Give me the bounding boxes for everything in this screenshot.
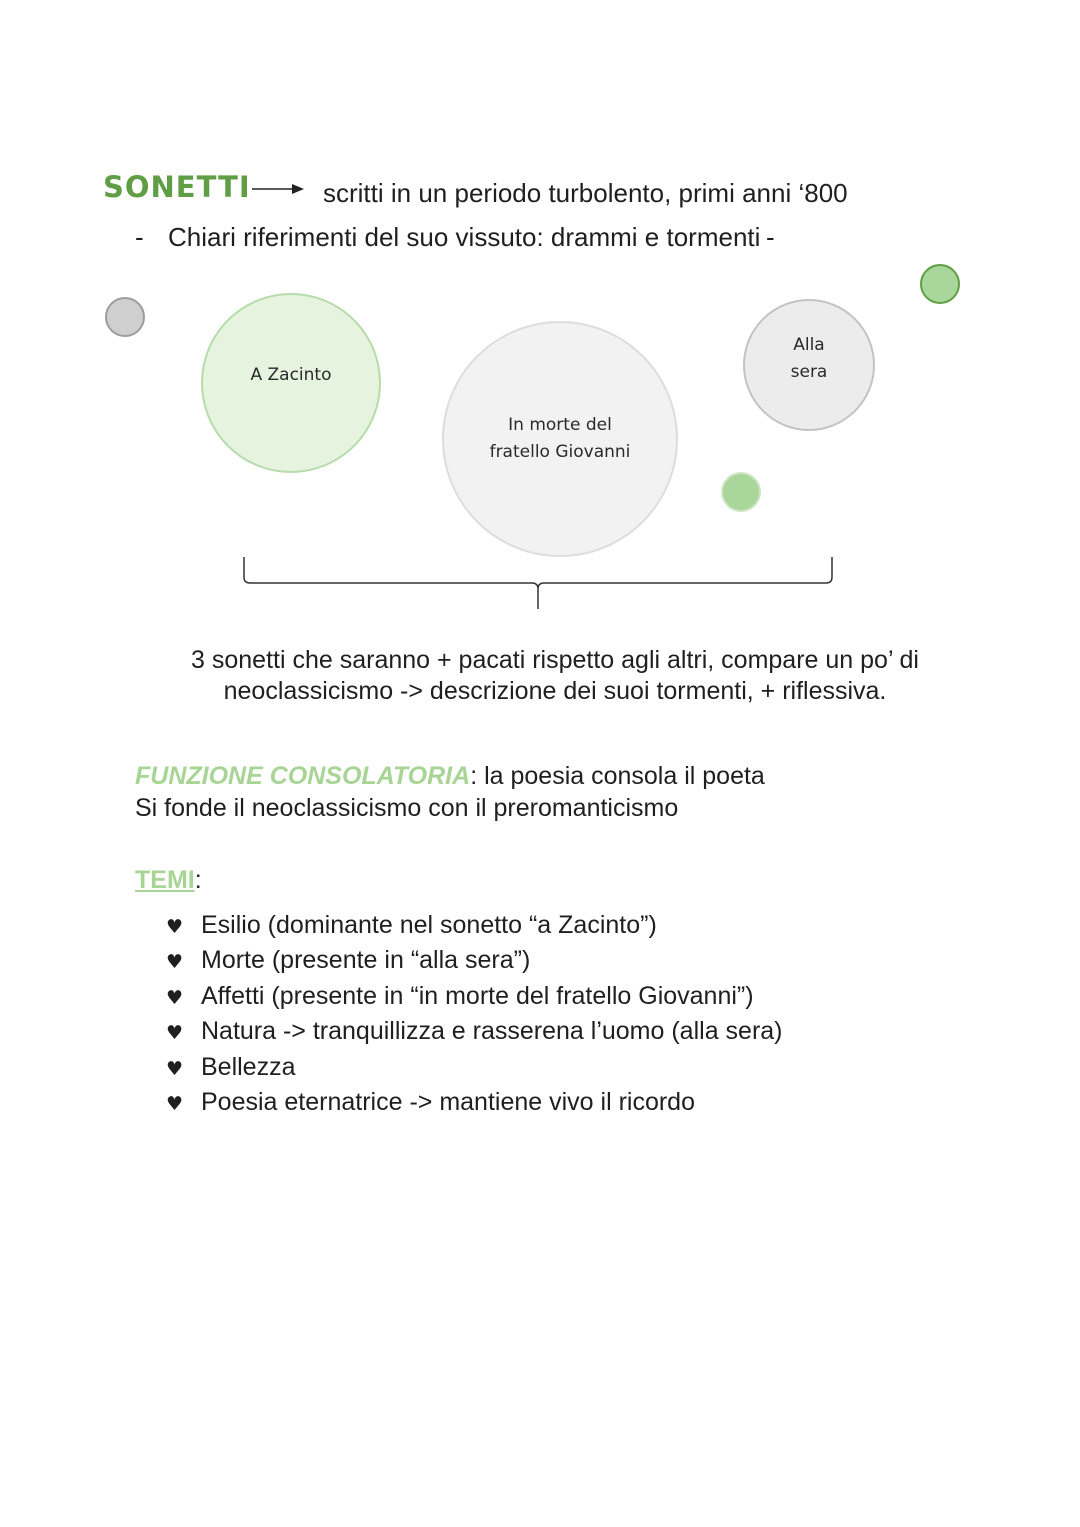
sonnets-summary xyxy=(140,645,970,707)
theme-text: Natura -> tranquillizza e rasserena l’uomo (alla sera) xyxy=(201,1017,783,1046)
sonnet-bubble-a-zacinto xyxy=(201,293,381,473)
theme-text: Affetti (presente in “in morte del fratello Giovanni”) xyxy=(201,981,754,1010)
heart-icon: ♥ xyxy=(166,1022,184,1045)
list-item xyxy=(166,1015,783,1050)
summary-line: 3 sonetti che saranno + pacati rispetto agli altri, compare un po’ di xyxy=(191,646,919,674)
summary-line: neoclassicismo -> descrizione dei suoi tormenti, + riflessiva. xyxy=(223,677,887,705)
themes-list xyxy=(166,909,783,1121)
sonnet-bubble-in-morte xyxy=(442,321,678,557)
theme-text: Esilio (dominante nel sonetto “a Zacinto”) xyxy=(201,911,657,939)
funzione-label: FUNZIONE CONSOLATORIA xyxy=(135,762,471,790)
sonnet-title: In morte del fratello Giovanni xyxy=(489,415,631,462)
intro-text: scritti in un periodo turbolento, primi anni ‘800 xyxy=(323,178,848,208)
decorative-gray-dot xyxy=(105,297,145,337)
curly-brace xyxy=(238,553,838,613)
right-arrow-icon xyxy=(252,181,306,197)
decorative-green-dot xyxy=(920,264,960,304)
theme-text: Poesia eternatrice -> mantiene vivo il ricordo xyxy=(201,1088,695,1117)
theme-text: Bellezza xyxy=(201,1052,296,1081)
funzione-line: Si fonde il neoclassicismo con il preromanticismo xyxy=(135,794,679,822)
list-item xyxy=(166,1051,783,1086)
funzione-text: : la poesia consola il poeta xyxy=(470,762,765,790)
section-title: SONETTI xyxy=(103,170,251,204)
list-item xyxy=(166,909,783,944)
temi-heading xyxy=(135,866,202,895)
heart-icon: ♥ xyxy=(166,1057,184,1080)
sonnet-bubble-alla-sera xyxy=(743,299,875,431)
trailing-dash: - xyxy=(766,222,775,252)
list-item xyxy=(166,944,783,979)
list-item xyxy=(166,1086,783,1121)
funzione-block xyxy=(135,760,765,824)
theme-text: Morte (presente in “alla sera”) xyxy=(201,946,531,975)
sonnet-title: Alla sera xyxy=(790,335,828,382)
heart-icon: ♥ xyxy=(166,951,184,974)
temi-label: TEMI xyxy=(135,866,195,894)
sonnet-title: A Zacinto xyxy=(250,364,332,385)
subline-text: Chiari riferimenti del suo vissuto: drammi e tormenti xyxy=(168,222,761,252)
heart-icon: ♥ xyxy=(166,916,184,938)
decorative-small-green-dot xyxy=(721,472,761,512)
heart-icon: ♥ xyxy=(166,1093,184,1116)
heart-icon: ♥ xyxy=(166,986,184,1009)
list-dash: - xyxy=(135,222,144,252)
temi-colon: : xyxy=(194,866,202,894)
list-item xyxy=(166,980,783,1015)
